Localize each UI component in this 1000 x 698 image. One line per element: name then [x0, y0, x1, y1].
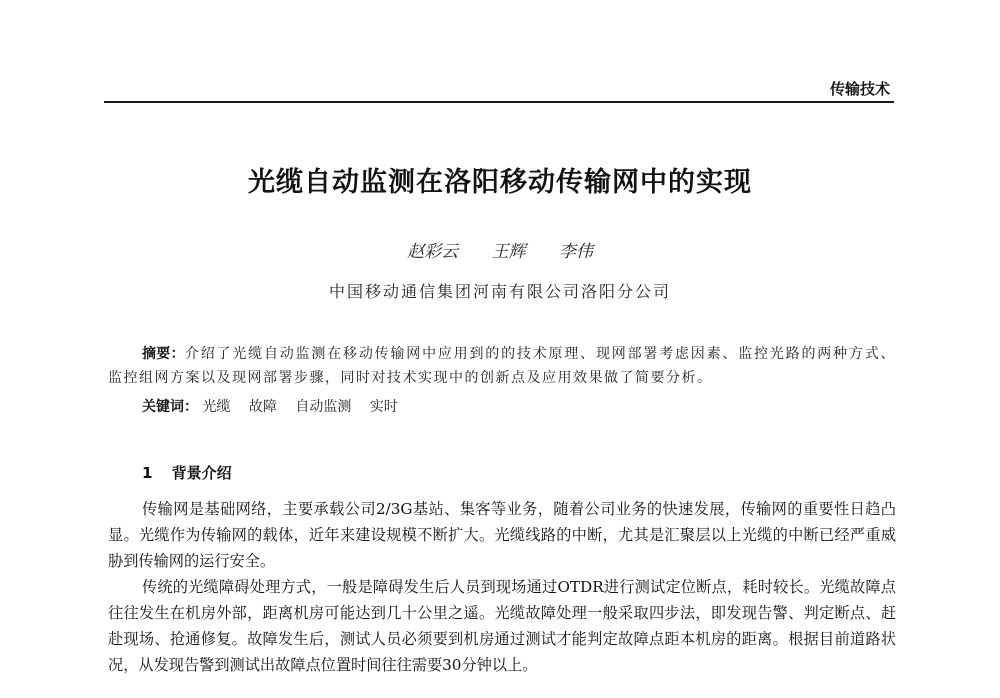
abstract-text: 介绍了光缆自动监测在移动传输网中应用到的的技术原理、现网部署考虑因素、监控光路的两种方式、监控组网方案以及现网部署步骤，同时对技术实现中的创新点及应用效果做了简要分析。: [108, 346, 897, 386]
section-heading: [142, 462, 232, 483]
paper-title: 光缆自动监测在洛阳移动传输网中的实现: [248, 167, 752, 198]
header-divider: [104, 101, 894, 103]
author-list: [0, 237, 1000, 262]
keyword: 实时: [369, 399, 398, 415]
section-body: [108, 496, 896, 678]
keywords-label: 关键词：: [142, 399, 198, 415]
section-number: 1: [142, 464, 153, 482]
keyword: 故障: [248, 399, 277, 415]
keyword: 自动监测: [295, 399, 352, 415]
body-paragraph: 传输网是基础网络，主要承载公司2/3G基站、集客等业务，随着公司业务的快速发展，传输网的重要性日趋凸显。光缆作为传输网的载体，近年来建设规模不断扩大。光缆线路的中断，尤其是汇聚层以上光缆的中断已经严重威胁到传输网的运行安全。: [108, 500, 896, 570]
abstract-label: 摘要：: [142, 346, 185, 362]
journal-section-label: 传输技术: [829, 80, 890, 98]
body-paragraph: 传统的光缆障碍处理方式，一般是障碍发生后人员到现场通过OTDR进行测试定位断点，耗时较长。光缆故障点往往发生在机房外部，距离机房可能达到几十公里之遥。光缆故障处理一般采取四步法，即发现告警、判定断点、赶赴现场、抢通修复。故障发生后，测试人员必须要到机房通过测试才能判定故障点距本机房的距离。根据目前道路状况，从发现告警到测试出故障点位置时间往往需要30分钟以上。: [108, 578, 896, 674]
author-name: 王辉: [491, 242, 526, 262]
author-affiliation: 中国移动通信集团河南有限公司洛阳分公司: [328, 282, 671, 301]
author-name: 赵彩云: [407, 242, 459, 262]
keyword: 光缆: [202, 399, 231, 415]
abstract-block: [108, 342, 896, 390]
author-name: 李伟: [558, 242, 593, 262]
keywords-block: [142, 396, 412, 416]
section-title: 背景介绍: [171, 464, 232, 482]
